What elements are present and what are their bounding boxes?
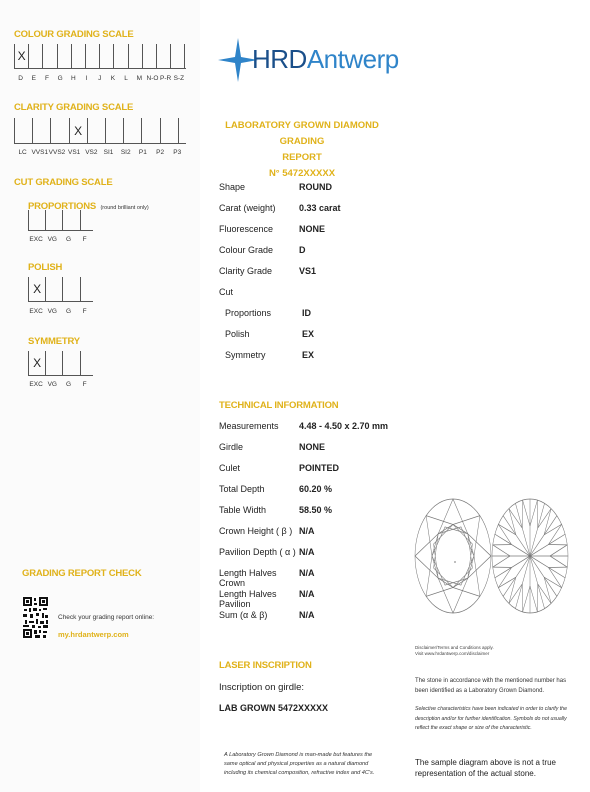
clarity-scale-label: VVS2 xyxy=(48,149,66,156)
technical-label: Pavilion Depth ( α ) xyxy=(219,547,296,557)
detail-label: Carat (weight) xyxy=(219,203,276,213)
polish-labels xyxy=(28,308,93,315)
colour-scale-label: E xyxy=(31,75,36,82)
clarity-scale-cell xyxy=(14,118,32,143)
report-title-line1: LABORATORY GROWN DIAMOND GRADING xyxy=(225,120,379,147)
pavilion-half-line xyxy=(498,567,511,587)
technical-label: Length Halves Pavilion xyxy=(219,589,277,609)
laser-label: Inscription on girdle: xyxy=(219,682,305,693)
symmetry-scale-cell xyxy=(28,351,45,375)
colour-scale-cell xyxy=(99,44,113,68)
clarity-scale-label: VS1 xyxy=(68,149,81,156)
grading-check-link[interactable]: my.hrdantwerp.com xyxy=(58,630,129,639)
clarity-scale-label: SI1 xyxy=(103,149,114,156)
symmetry-scale xyxy=(28,351,97,375)
technical-row xyxy=(219,484,332,494)
colour-scale-label: D xyxy=(18,75,23,82)
brand-name-hrd: HRD xyxy=(252,44,307,74)
technical-row xyxy=(219,463,339,473)
colour-scale-label: N-O xyxy=(146,75,159,82)
technical-label: Table Width xyxy=(219,505,267,515)
colour-scale-label: F xyxy=(44,75,49,82)
colour-scale-title: COLOUR GRADING SCALE xyxy=(14,29,134,40)
report-title-line2: REPORT xyxy=(282,152,322,163)
clarity-scale-label: P1 xyxy=(138,149,147,156)
report-title xyxy=(219,118,385,182)
pavilion-half-line xyxy=(538,509,551,529)
pavilion-main-line xyxy=(503,556,530,596)
disclaimer-line1: Disclaimer/Terms and Conditions apply. xyxy=(415,645,494,650)
symmetry-scale-baseline xyxy=(28,375,93,376)
technical-title: TECHNICAL INFORMATION xyxy=(219,400,339,411)
pavilion-half-line xyxy=(523,586,530,612)
technical-value: N/A xyxy=(299,589,315,599)
detail-row xyxy=(219,308,311,318)
detail-value: D xyxy=(299,245,306,255)
colour-scale-cell xyxy=(71,44,85,68)
clarity-scale-cell xyxy=(50,118,68,143)
pavilion-half-line xyxy=(530,500,537,526)
pavilion-main-line xyxy=(530,556,557,596)
polish-scale-baseline xyxy=(28,301,93,302)
pavilion-half-line xyxy=(550,545,567,556)
symmetry-scale-cell xyxy=(62,351,79,375)
colour-scale-label: J xyxy=(98,75,102,82)
proportions-scale-label: EXC xyxy=(29,236,43,243)
clarity-scale-cell xyxy=(69,118,87,143)
pavilion-half-line xyxy=(530,586,537,612)
sample-note: The sample diagram above is not a true representation of the actual stone. xyxy=(415,758,556,778)
proportions-scale-cell xyxy=(80,210,97,230)
proportions-scale-cell xyxy=(28,210,45,230)
technical-row xyxy=(219,547,315,557)
clarity-scale-cell xyxy=(160,118,178,143)
clarity-scale-labels xyxy=(14,149,186,156)
symmetry-scale-cell xyxy=(80,351,97,375)
disclaimer-line2: Visit www.hrdantwerp.com/disclaimer xyxy=(415,651,490,656)
clarity-scale-label: SI2 xyxy=(120,149,131,156)
detail-label: Symmetry xyxy=(225,350,266,360)
detail-value: EX xyxy=(302,350,315,360)
pavilion-half-line xyxy=(493,556,510,567)
clarity-scale-title: CLARITY GRADING SCALE xyxy=(14,102,134,113)
grading-check-text: Check your grading report online: xyxy=(58,614,155,621)
colour-scale xyxy=(14,44,198,68)
symmetry-scale-label: EXC xyxy=(29,381,43,388)
colour-scale-cell xyxy=(142,44,156,68)
technical-row xyxy=(219,610,315,620)
polish-scale-label: VG xyxy=(47,308,57,315)
technical-row xyxy=(219,421,388,431)
proportions-note: (round brilliant only) xyxy=(100,205,149,211)
colour-scale-baseline xyxy=(14,68,186,69)
colour-scale-cell xyxy=(28,44,42,68)
colour-scale-label: L xyxy=(124,75,128,82)
proportions-scale-baseline xyxy=(28,230,93,231)
clarity-scale-cell xyxy=(123,118,141,143)
proportions-scale-cell xyxy=(45,210,62,230)
selective-note: Selective characteristics have been indicated in order to clarify the description and/or for further identification. Symbols do not usually reflect the exact shape or size of the characteristic. xyxy=(415,706,567,731)
polish-scale-cell xyxy=(80,277,97,301)
technical-label: Girdle xyxy=(219,442,244,452)
pavilion-main-line xyxy=(503,516,530,556)
detail-row xyxy=(219,266,316,276)
detail-row xyxy=(219,182,332,192)
clarity-scale-mark: X xyxy=(74,123,83,138)
technical-value: 60.20 % xyxy=(299,484,333,494)
colour-scale-label: K xyxy=(110,75,116,82)
technical-value: N/A xyxy=(299,568,315,578)
detail-label: Fluorescence xyxy=(219,224,274,234)
technical-value: N/A xyxy=(299,526,315,536)
colour-scale-label: S-Z xyxy=(173,75,185,82)
proportions-scale xyxy=(28,210,97,230)
detail-label: Polish xyxy=(225,329,250,339)
colour-scale-label: G xyxy=(57,75,63,82)
clarity-scale-label: P2 xyxy=(156,149,165,156)
brand-name-antwerp: Antwerp xyxy=(306,44,399,74)
crown-diagram-icon xyxy=(413,496,493,616)
clarity-scale-cell xyxy=(141,118,159,143)
laser-value: LAB GROWN 5472XXXXX xyxy=(219,703,329,713)
colour-scale-cell xyxy=(85,44,99,68)
detail-row xyxy=(219,245,306,255)
colour-scale-cell xyxy=(156,44,170,68)
pavilion-main-line xyxy=(530,516,557,556)
laser-title: LASER INSCRIPTION xyxy=(219,660,312,671)
proportions-scale-label: G xyxy=(65,236,71,243)
polish-scale-label: EXC xyxy=(29,308,43,315)
technical-value: N/A xyxy=(299,610,315,620)
technical-value: N/A xyxy=(299,547,315,557)
detail-row xyxy=(219,287,299,297)
detail-value: ROUND xyxy=(299,182,332,192)
proportions-scale-cell xyxy=(62,210,79,230)
detail-value: 0.33 carat xyxy=(299,203,341,213)
technical-label: Culet xyxy=(219,463,241,473)
clarity-scale xyxy=(14,118,196,143)
proportions-scale-label: F xyxy=(82,236,87,243)
detail-value: VS1 xyxy=(299,266,317,276)
disclaimer xyxy=(415,645,494,657)
detail-row xyxy=(219,224,325,234)
pavilion-half-line xyxy=(498,524,511,544)
report-number: N° 5472XXXXX xyxy=(268,168,336,179)
colour-scale-label: M xyxy=(136,75,142,82)
detail-value: NONE xyxy=(299,224,326,234)
technical-row xyxy=(219,526,315,536)
polish-scale-cell xyxy=(28,277,45,301)
symmetry-scale-mark: X xyxy=(33,356,42,370)
technical-label: Sum (α & β) xyxy=(219,610,268,620)
detail-row xyxy=(219,203,341,213)
colour-scale-cell xyxy=(170,44,184,68)
clarity-scale-cell xyxy=(87,118,105,143)
polish-scale-cell xyxy=(62,277,79,301)
technical-label: Length Halves Crown xyxy=(219,568,277,588)
polish-scale-cell xyxy=(45,277,62,301)
colour-scale-cell xyxy=(113,44,127,68)
colour-scale-labels xyxy=(14,75,185,82)
technical-value: 4.48 - 4.50 x 2.70 mm xyxy=(299,421,389,431)
colour-scale-cell xyxy=(57,44,71,68)
technical-value: NONE xyxy=(299,442,326,452)
proportions-title: PROPORTIONS xyxy=(28,201,97,212)
polish-scale-label: G xyxy=(65,308,71,315)
symmetry-labels xyxy=(28,381,93,388)
colour-scale-label: P-R xyxy=(160,75,172,82)
pavilion-half-line xyxy=(509,509,522,529)
pavilion-half-line xyxy=(493,545,510,556)
clarity-scale-label: VS2 xyxy=(85,149,98,156)
footnote: A Laboratory Grown Diamond is man-made but features the same optical and physical properties as a natural diamond including its chemical composition, refractive index and 4C's. xyxy=(224,752,375,776)
detail-row xyxy=(219,350,314,360)
proportions-scale-label: VG xyxy=(47,236,57,243)
clarity-scale-label: LC xyxy=(18,149,27,156)
detail-row xyxy=(219,329,314,339)
colour-scale-mark: X xyxy=(17,49,26,63)
detail-label: Shape xyxy=(219,182,246,192)
technical-row xyxy=(219,442,325,452)
symmetry-scale-label: F xyxy=(82,381,87,388)
technical-row xyxy=(219,505,332,515)
detail-value: ID xyxy=(302,308,311,318)
grading-check-title: GRADING REPORT CHECK xyxy=(22,568,142,579)
technical-label: Crown Height ( β ) xyxy=(219,526,293,536)
proportions-labels xyxy=(28,236,93,243)
colour-scale-label: I xyxy=(85,75,88,82)
pavilion-diagram-icon xyxy=(490,496,570,616)
technical-label: Measurements xyxy=(219,421,279,431)
detail-label: Cut xyxy=(219,287,234,297)
technical-value: 58.50 % xyxy=(299,505,333,515)
symmetry-scale-label: VG xyxy=(47,381,57,388)
technical-row xyxy=(219,589,315,609)
symmetry-title: SYMMETRY xyxy=(28,336,80,347)
colour-scale-cell xyxy=(14,44,28,68)
clarity-scale-cell xyxy=(32,118,50,143)
brand-name xyxy=(252,44,399,75)
technical-value: POINTED xyxy=(299,463,340,473)
colour-scale-cell xyxy=(184,44,198,68)
clarity-scale-cell xyxy=(178,118,196,143)
clarity-scale-cell xyxy=(105,118,123,143)
colour-scale-cell xyxy=(42,44,56,68)
pavilion-half-line xyxy=(538,584,551,604)
technical-label: Total Depth xyxy=(219,484,265,494)
symmetry-scale-cell xyxy=(45,351,62,375)
pavilion-half-line xyxy=(548,524,561,544)
stone-note: The stone in accordance with the mentioned number has been identified as a Laboratory Grown Diamond. xyxy=(415,678,567,694)
pavilion-half-line xyxy=(509,584,522,604)
colour-scale-cell xyxy=(128,44,142,68)
symmetry-scale-label: G xyxy=(65,381,71,388)
technical-row xyxy=(219,568,315,588)
cut-scale-title: CUT GRADING SCALE xyxy=(14,177,113,188)
qr-code-icon xyxy=(22,596,49,639)
polish-scale xyxy=(28,277,97,301)
colour-scale-label: H xyxy=(70,75,76,82)
detail-label: Clarity Grade xyxy=(219,266,273,276)
polish-scale-label: F xyxy=(82,308,87,315)
detail-value: EX xyxy=(302,329,315,339)
pavilion-half-line xyxy=(548,567,561,587)
polish-title: POLISH xyxy=(28,262,63,273)
pavilion-half-line xyxy=(523,500,530,526)
clarity-scale-label: P3 xyxy=(173,149,182,156)
polish-scale-mark: X xyxy=(33,282,42,296)
pavilion-half-line xyxy=(550,556,567,567)
detail-label: Colour Grade xyxy=(219,245,274,255)
detail-label: Proportions xyxy=(225,308,272,318)
clarity-scale-baseline xyxy=(14,143,186,144)
clarity-scale-label: VVS1 xyxy=(31,149,49,156)
